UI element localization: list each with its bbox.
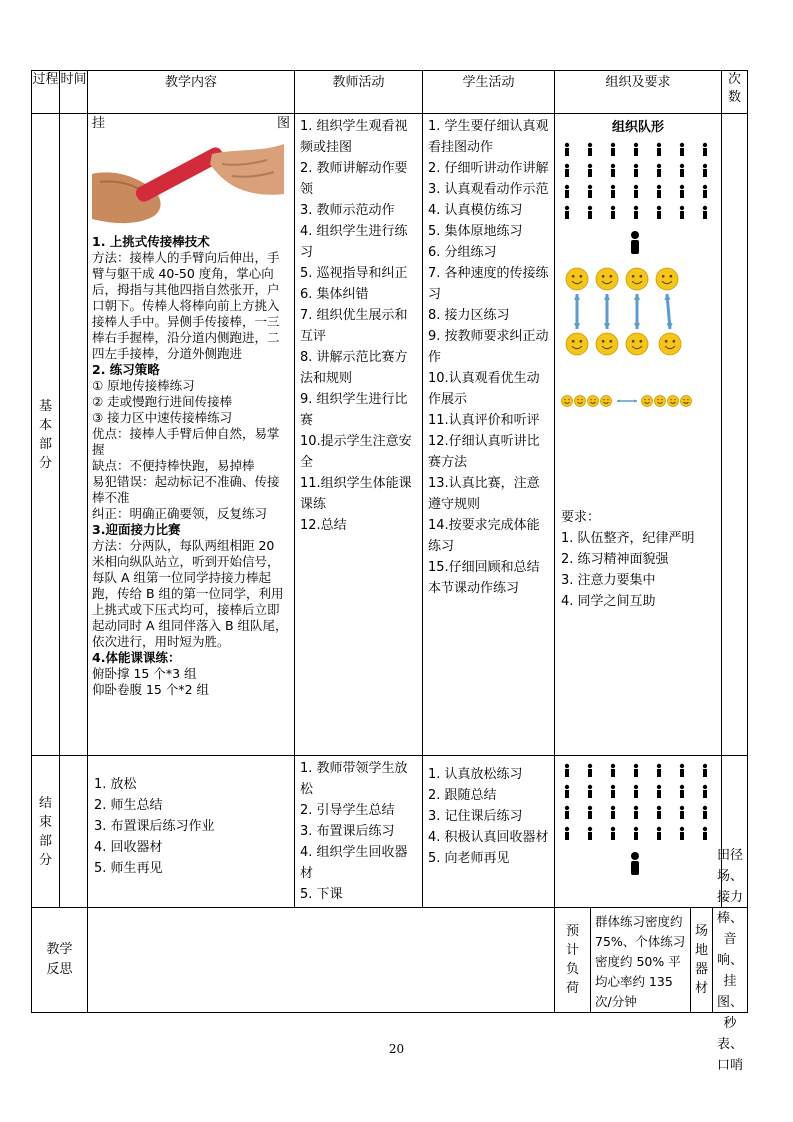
reflection-text: 教学反思 <box>46 942 73 977</box>
teacher-icon <box>631 231 639 254</box>
person-icon <box>657 206 661 219</box>
ending-teacher-item: 3. 布置课后练习 <box>300 824 395 839</box>
header-time <box>60 71 88 114</box>
ending-section-row <box>32 756 748 908</box>
person-icon <box>680 143 684 156</box>
header-process-text: 过程 <box>32 72 59 87</box>
student-activity-item: 7. 各种速度的传接练习 <box>428 266 549 302</box>
person-icon <box>611 764 615 777</box>
venue-label-char: 器 <box>695 962 709 977</box>
person-icon <box>703 143 707 156</box>
guatu-caption <box>92 116 290 132</box>
ending-label-char: 结 <box>38 795 52 811</box>
person-icon <box>657 785 661 798</box>
teacher-activity-item: 11.组织学生体能课课练 <box>300 476 412 512</box>
load-value <box>591 847 748 1073</box>
teacher-activity-item: 6. 集体纠错 <box>300 287 369 302</box>
ending-content-item: 3. 布置课后练习作业 <box>94 819 215 834</box>
smiley-icon <box>668 396 679 407</box>
person-icon <box>657 764 661 777</box>
person-icon <box>657 143 661 156</box>
smiley-icon <box>575 396 586 407</box>
person-icon <box>565 206 569 219</box>
ending-org-cell <box>555 756 722 908</box>
basic-label-char: 基 <box>38 398 52 414</box>
smiley-icon <box>596 268 618 290</box>
header-student: 学生活动 <box>423 71 555 114</box>
org-title: 组织队形 <box>612 120 665 135</box>
load-value-text: 群体练习密度约 75%、个体练习密度约 50% 平均心率约 135 次/分钟 <box>591 908 691 1012</box>
person-icon <box>703 764 707 777</box>
student-activity-item: 8. 接力区练习 <box>428 308 510 323</box>
person-icon <box>611 164 615 177</box>
person-icon <box>634 164 638 177</box>
smiley-icon <box>562 396 573 407</box>
person-icon <box>565 827 569 840</box>
person-icon <box>657 806 661 819</box>
student-activity-item: 11.认真评价和听评 <box>428 413 540 428</box>
smiley-icon <box>566 268 588 290</box>
person-icon <box>611 185 615 198</box>
student-activity-item: 2. 仔细听讲动作讲解 <box>428 161 549 176</box>
basic-label <box>32 114 60 756</box>
basic-student-list <box>428 116 549 599</box>
content-line: ③ 接力区中速传接棒练习 <box>92 410 233 425</box>
requirement-item: 1. 队伍整齐，纪律严明 <box>561 531 695 546</box>
content-line: 纠正：明确正确要领，反复练习 <box>92 506 268 521</box>
ending-student-item: 3. 记住课后练习 <box>428 809 523 824</box>
teacher-activity-item: 8. 讲解示范比赛方法和规则 <box>300 350 408 386</box>
person-icon <box>588 827 592 840</box>
person-icon <box>680 785 684 798</box>
person-icon <box>588 164 592 177</box>
student-activity-item: 3. 认真观看动作示范 <box>428 182 549 197</box>
person-icon <box>680 827 684 840</box>
ending-teacher-list <box>300 758 417 905</box>
person-icon <box>680 806 684 819</box>
content-line: ① 原地传接棒练习 <box>92 378 195 393</box>
person-icon <box>703 206 707 219</box>
ending-content-item: 1. 放松 <box>94 777 137 792</box>
basic-label-char: 部 <box>38 436 52 452</box>
ending-student-item: 5. 向老师再见 <box>428 851 510 866</box>
content-line: 3.迎面接力比赛 <box>92 522 181 537</box>
content-line: 俯卧撑 15 个*3 组 <box>92 666 197 681</box>
smiley-icon <box>566 333 588 355</box>
basic-teacher-list <box>300 116 417 536</box>
basic-teacher-cell <box>295 114 423 756</box>
person-icon <box>611 206 615 219</box>
teacher-icon <box>631 852 639 875</box>
page-number: 20 <box>388 1042 405 1056</box>
teacher-activity-item: 3. 教师示范动作 <box>300 203 395 218</box>
person-icon <box>680 185 684 198</box>
teacher-activity-item: 5. 巡视指导和纠正 <box>300 266 408 281</box>
ending-student-list <box>428 764 549 869</box>
venue-label-char: 材 <box>695 981 709 996</box>
venue-label-text <box>691 908 713 1012</box>
smiley-icon <box>626 333 648 355</box>
ending-label-char: 部 <box>38 833 52 849</box>
person-icon <box>634 764 638 777</box>
ending-teacher-item: 1. 教师带领学生放松 <box>300 761 408 797</box>
smiley-icon <box>659 333 681 355</box>
ending-label-char: 分 <box>38 852 52 868</box>
load-label <box>555 908 591 1013</box>
student-activity-item: 4. 认真模仿练习 <box>428 203 523 218</box>
teacher-activity-item: 9. 组织学生进行比赛 <box>300 392 408 428</box>
person-icon <box>634 785 638 798</box>
basic-time-cell <box>60 114 88 756</box>
person-icon <box>588 206 592 219</box>
person-icon <box>634 143 638 156</box>
ending-teacher-cell <box>295 756 423 908</box>
header-time-text: 时间 <box>60 72 87 87</box>
header-content: 教学内容 <box>88 71 295 114</box>
person-icon <box>588 806 592 819</box>
ending-student-item: 2. 跟随总结 <box>428 788 497 803</box>
smiley-icon <box>596 333 618 355</box>
content-line: 优点：接棒人手臂后伸自然，易掌握 <box>92 426 280 457</box>
basic-label-char: 分 <box>38 455 52 471</box>
header-times-text: 次数 <box>728 72 742 105</box>
load-label-char: 计 <box>565 943 579 958</box>
person-icon <box>588 185 592 198</box>
person-icon <box>703 164 707 177</box>
content-line: 2. 练习策略 <box>92 362 160 377</box>
person-icon <box>611 806 615 819</box>
ending-student-item: 4. 积极认真回收器材 <box>428 830 549 845</box>
header-org: 组织及要求 <box>555 71 722 114</box>
person-icon <box>588 143 592 156</box>
formation-diagram <box>555 139 715 387</box>
person-icon <box>703 806 707 819</box>
student-activity-item: 15.仔细回顾和总结本节课动作练习 <box>428 560 540 596</box>
basic-content-list <box>92 234 290 698</box>
lesson-plan-table <box>31 70 748 1073</box>
person-icon <box>611 785 615 798</box>
ending-content-list <box>94 774 288 879</box>
ending-teacher-item: 2. 引导学生总结 <box>300 803 395 818</box>
content-line: 仰卧卷腹 15 个*2 组 <box>92 682 210 697</box>
person-icon <box>588 785 592 798</box>
requirement-item: 4. 同学之间互助 <box>561 594 656 609</box>
smiley-icon <box>656 268 678 290</box>
teacher-activity-item: 12.总结 <box>300 518 347 533</box>
smiley-icon <box>588 396 599 407</box>
load-label-char: 负 <box>565 962 579 977</box>
basic-org-cell <box>555 114 722 756</box>
venue-label-char: 地 <box>695 943 709 958</box>
person-icon <box>611 143 615 156</box>
student-activity-item: 5. 集体原地练习 <box>428 224 523 239</box>
person-icon <box>657 185 661 198</box>
relay-baton-photo <box>92 134 284 234</box>
person-icon <box>634 206 638 219</box>
requirement-item: 3. 注意力要集中 <box>561 573 656 588</box>
person-icon <box>565 785 569 798</box>
student-activity-item: 6. 分组练习 <box>428 245 497 260</box>
ending-label-char: 束 <box>38 814 52 830</box>
content-line: 1. 上挑式传接棒技术 <box>92 234 210 249</box>
ending-content-item: 4. 回收器材 <box>94 840 163 855</box>
person-icon <box>611 827 615 840</box>
venue-label-char: 场 <box>695 924 709 939</box>
smiley-icon <box>681 396 692 407</box>
load-label-char: 预 <box>565 924 579 939</box>
teacher-activity-item: 10.提示学生注意安全 <box>300 434 412 470</box>
ending-label <box>32 756 60 908</box>
person-icon <box>703 827 707 840</box>
smiley-icon <box>655 396 666 407</box>
student-activity-item: 1. 学生要仔细认真观看挂图动作 <box>428 119 549 155</box>
teacher-activity-item: 7. 组织优生展示和互评 <box>300 308 408 344</box>
ending-student-item: 1. 认真放松练习 <box>428 767 523 782</box>
student-activity-item: 13.认真比赛，注意遵守规则 <box>428 476 540 512</box>
person-icon <box>657 164 661 177</box>
content-line: 易犯错误：起动标记不准确、传接棒不准 <box>92 474 280 505</box>
smiley-icon <box>642 396 653 407</box>
ending-teacher-item: 5. 下课 <box>300 887 343 902</box>
person-icon <box>565 164 569 177</box>
basic-section-row <box>32 114 748 756</box>
ending-formation-diagram <box>555 760 715 880</box>
person-icon <box>634 185 638 198</box>
person-icon <box>703 185 707 198</box>
teacher-activity-item: 4. 组织学生进行练习 <box>300 224 408 260</box>
person-icon <box>680 764 684 777</box>
person-icon <box>703 785 707 798</box>
person-icon <box>565 185 569 198</box>
basic-label-char: 本 <box>38 417 52 433</box>
person-icon <box>565 806 569 819</box>
student-activity-item: 12.仔细认真听讲比赛方法 <box>428 434 540 470</box>
requirement-item: 2. 练习精神面貌强 <box>561 552 669 567</box>
person-icon <box>680 206 684 219</box>
person-icon <box>680 164 684 177</box>
content-line: 4.体能课课练： <box>92 650 181 665</box>
basic-content-cell <box>88 114 295 756</box>
ending-time-cell <box>60 756 88 908</box>
person-icon <box>634 806 638 819</box>
footer-row <box>32 908 748 1013</box>
smiley-icon <box>601 396 612 407</box>
content-line: 方法：接棒人的手臂向后伸出，手臂与躯干成 40-50 度角，掌心向后，拇指与其他四指自然张开，户口朝下。传棒人将棒向前上方挑入接棒人手中。异侧手传接棒，一三棒右手握棒，沿分道内侧跑进，二四左手接棒，分道外侧跑进 <box>92 250 280 361</box>
person-icon <box>657 827 661 840</box>
person-icon <box>565 764 569 777</box>
basic-times-cell <box>722 114 748 756</box>
ending-student-cell <box>423 756 555 908</box>
person-icon <box>588 764 592 777</box>
guatu-right: 图 <box>276 116 290 131</box>
person-icon <box>565 143 569 156</box>
teacher-activity-item: 1. 组织学生观看视频或挂图 <box>300 119 408 155</box>
load-label-char: 荷 <box>565 981 579 996</box>
content-line: ② 走或慢跑行进间传接棒 <box>92 394 233 409</box>
teacher-activity-item: 2. 教师讲解动作要领 <box>300 161 408 197</box>
requirements-title: 要求： <box>561 510 601 525</box>
basic-student-cell <box>423 114 555 756</box>
ending-content-item: 2. 师生总结 <box>94 798 163 813</box>
reflection-cell <box>88 908 555 1013</box>
reflection-label <box>32 908 88 1013</box>
requirements-list <box>561 528 721 612</box>
smiley-icon <box>626 268 648 290</box>
student-activity-item: 9. 按教师要求纠正动作 <box>428 329 549 365</box>
content-line: 方法：分两队，每队两组相距 20 米相向纵队站立，听到开始信号，每队 A 组第一位同学持接力棒起跑，传给 B 组的第一位同学，利用上挑式或下压式均可，接棒后立即起动同时 A 组同伴落入 B 组队尾，依次进行，用时短为胜。 <box>92 538 288 649</box>
guatu-left: 挂 <box>92 116 106 131</box>
ending-teacher-item: 4. 组织学生回收器材 <box>300 845 408 881</box>
content-line: 缺点：不便持棒快跑，易掉棒 <box>92 458 255 473</box>
header-times <box>722 71 748 114</box>
venue-value: 田径场、接力棒、音响、挂图、秒表、口哨 <box>717 847 744 1073</box>
header-process <box>32 71 60 114</box>
student-activity-item: 10.认真观看优生动作展示 <box>428 371 540 407</box>
ending-content-item: 5. 师生再见 <box>94 861 163 876</box>
header-row <box>32 71 748 114</box>
person-icon <box>634 827 638 840</box>
ending-content-cell <box>88 756 295 908</box>
header-teacher: 教师活动 <box>295 71 423 114</box>
student-activity-item: 14.按要求完成体能练习 <box>428 518 540 554</box>
